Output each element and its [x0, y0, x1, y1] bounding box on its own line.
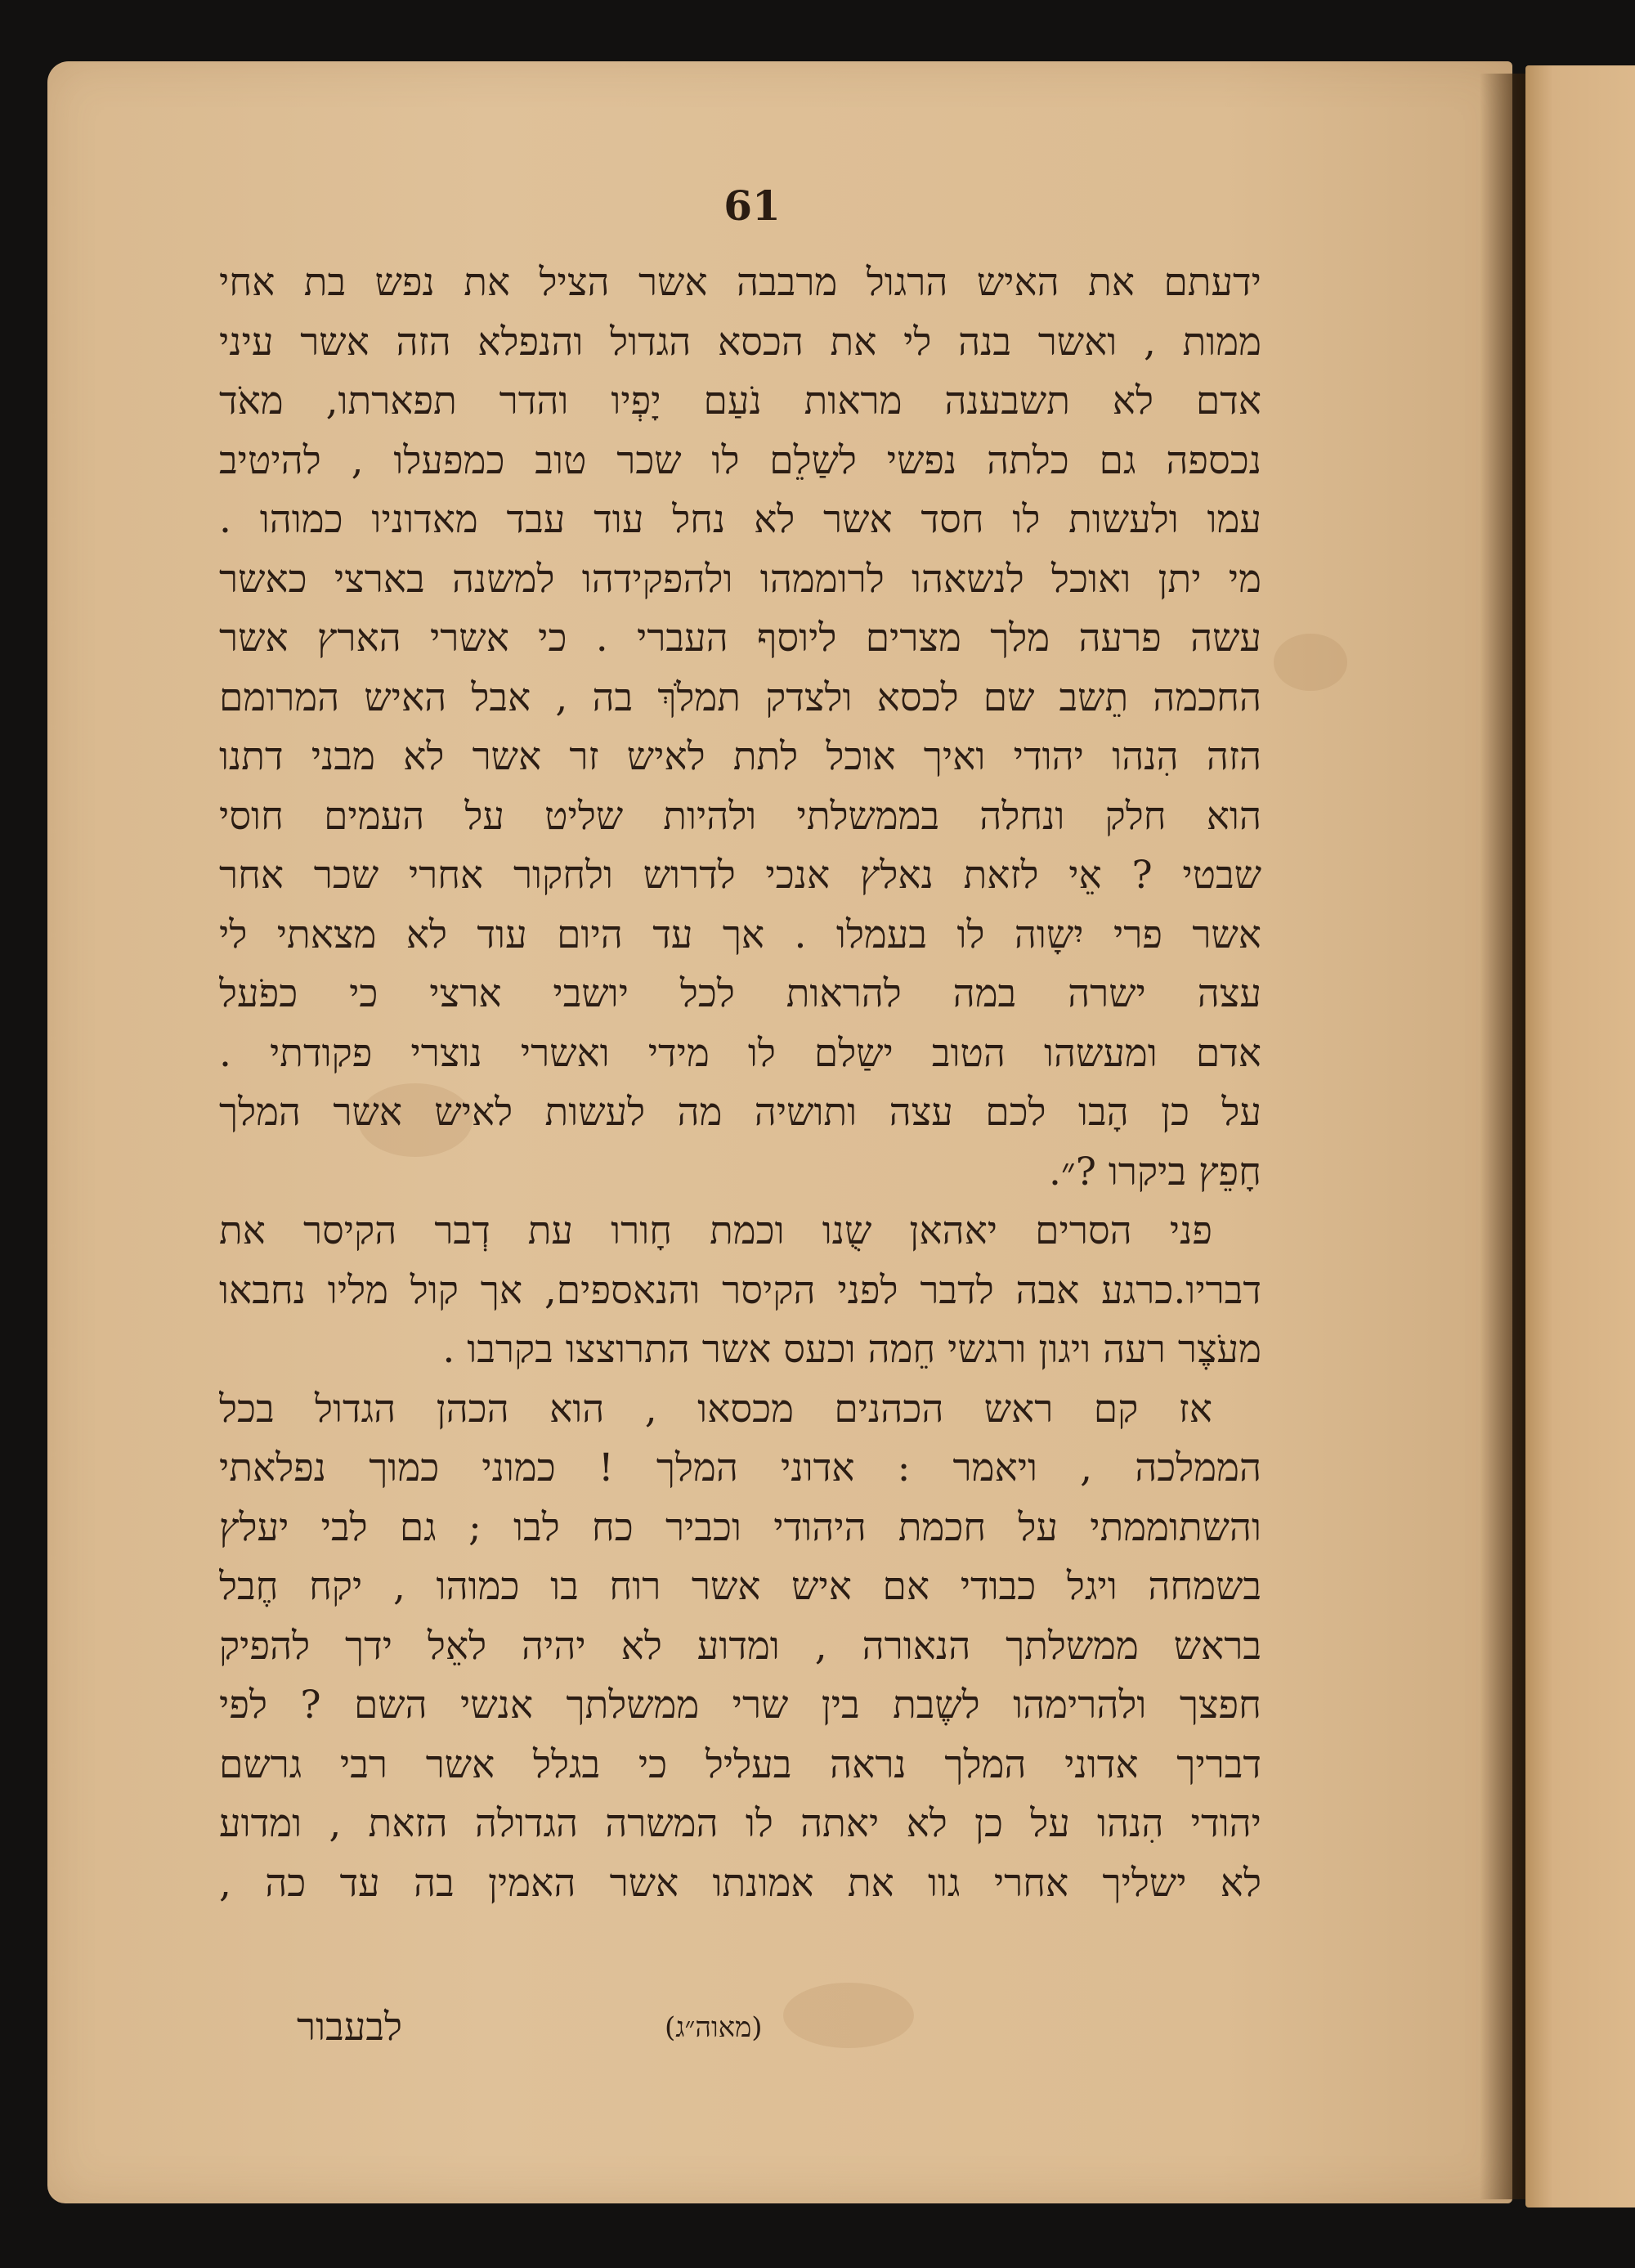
- text-line: אז קם ראש הכהנים מכסאו , הוא הכהן הגדול בכל: [219, 1386, 1212, 1432]
- text-line: עמו ולעשות לו חסד אשר לא נחל עוד עבד מאדוניו כמוהו .: [219, 497, 1261, 542]
- text-line: על כן הָבו לכם עצה ותושיה מה לעשות לאיש אשר המלך: [219, 1090, 1261, 1135]
- text-line: ממות , ואשר בנה לי את הכסא הגדול והנפלא הזה אשר עיני: [219, 319, 1261, 365]
- text-line: אשר פרי יִשָוה לו בעמלו . אך עד היום עוד לא מצאתי לי: [219, 912, 1261, 957]
- text-line: בשמחה ויגל כבודי אם איש אשר רוח בו כמוהו , יקח חֶבל: [219, 1564, 1261, 1609]
- text-line: אדם לא תשבענה מראות נֹעַם יָפְיו והדר תפארתו, מאֹד: [219, 379, 1261, 424]
- signature-mark: (מאוה״ג): [665, 2011, 763, 2044]
- text-line: מעֹצֶר רעה ויגון ורגשי חֵמה וכעס אשר התרוצצו בקרבו .: [442, 1327, 1261, 1372]
- page-footer: [219, 2005, 1261, 2054]
- text-line: דבריך אדוני המלך נראה בעליל כי בגלל אשר רבי גרשם: [219, 1741, 1261, 1787]
- text-line: בראש ממשלתך הנאורה , ומדוע לא יהיה לאֵל ידך להפיק: [219, 1623, 1261, 1669]
- text-line: הזה הִנהו יהודי ואיך אוכל לתת לאיש זר אשר לא מבני דתנו: [219, 734, 1261, 779]
- book-spine-shadow: [1480, 74, 1529, 2199]
- text-line: נכספה גם כלתה נפשי לשַלֵם לו שכר טוב כמפעלו , להיטיב: [219, 437, 1261, 483]
- body-text: [219, 253, 1261, 1913]
- text-line: הוא חלק ונחלה בממשלתי ולהיות שליט על העמים חוסי: [219, 793, 1261, 839]
- text-line: החכמה תֵשב שם לכסא ולצדק תמלֹךְ בה , אבל האיש המרומם: [219, 675, 1261, 720]
- text-line: חפצך ולהרימהו לשֶבת בין שרי ממשלתך אנשי השם ? לפי: [219, 1683, 1261, 1728]
- text-line: הממלכה , ויאמר : אדוני המלך ! כמוני כמוך נפלאתי: [219, 1446, 1261, 1490]
- text-line: אדם ומעשהו הטוב ישַלם לו מידי ואשרי נוצרי פקודתי .: [219, 1030, 1261, 1076]
- text-line: דבריו.כרגע אבה לדבר לפני הקיסר והנאספים, אך קול מליו נחבאו: [219, 1267, 1261, 1313]
- text-line: חָפֵץ ביקרו ?״.: [1048, 1149, 1261, 1195]
- catchword: לבעבור: [297, 2005, 402, 2050]
- facing-page-edge: [1525, 65, 1635, 2207]
- page-number: 61: [723, 182, 781, 230]
- text-line: פני הסרים יאהאן שֻנו וכמת חָורו עת דְבר הקיסר את: [219, 1208, 1212, 1253]
- text-line: ידעתם את האיש הרגול מרבבה אשר הציל את נפש בת אחי: [219, 260, 1261, 305]
- text-line: יהודי הִנהו על כן לא יאתה לו המשרה הגדולה הזאת , ומדוע: [219, 1801, 1261, 1846]
- text-line: עשה פרעה מלך מצרים ליוסף העברי . כי אשרי הארץ אשר: [219, 616, 1261, 661]
- text-line: לא ישליך אחרי גוו את אמונתו אשר האמין בה עד כה ,: [219, 1860, 1261, 1906]
- paper-stain: [1274, 634, 1347, 691]
- text-line: שבטי ? אֵי לזאת נאלץ אנכי לדרוש ולחקור אחרי שכר אחר: [219, 853, 1261, 898]
- text-line: עצה ישרה במה להראות לכל יושבי ארצי כי כפֹעל: [219, 971, 1261, 1016]
- text-line: והשתוממתי על חכמת היהודי וכביר כח לבו ; גם לבי יעלץ: [219, 1504, 1261, 1550]
- text-line: מי יתן ואוכל לנשאהו לרוממהו ולהפקידהו למשנה בארצי כאשר: [219, 556, 1261, 602]
